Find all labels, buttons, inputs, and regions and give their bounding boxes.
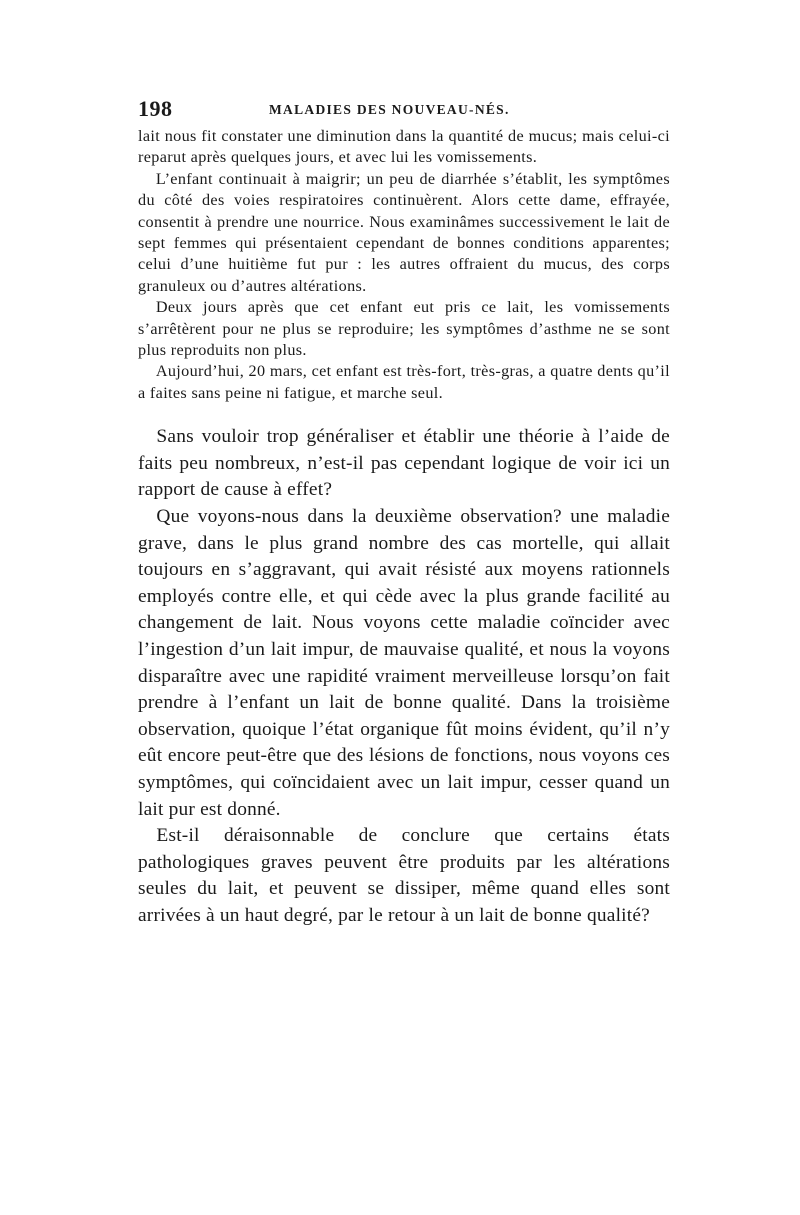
book-page (138, 96, 670, 930)
body-paragraph: Que voyons-nous dans la deuxième observation? une maladie grave, dans le plus grand nombre des cas mortelle, qui allait toujours en s’aggravant, qui avait résisté aux moyens rationnels employés contre elle, et qui cède avec la plus grande facilité au changement de lait. Nous voyons cette maladie coïncider avec l’ingestion d’un lait impur, de mauvaise qualité, et nous la voyons disparaître avec une rapidité vraiment merveilleuse lorsqu’on fait prendre à l’enfant un lait de bonne qualité. Dans la troisième observation, quoique l’état organique fût moins évident, qu’il n’y eût encore peut-être que des lésions de fonctions, nous voyons ces symptômes, qui coïncidaient avec un lait impur, cesser quand un lait pur est donné. (138, 506, 670, 820)
observation-paragraph: L’enfant continuait à maigrir; un peu de diarrhée s’établit, les symptômes du côté des voies respiratoires continuèrent. Alors cette dame, effrayée, consentit à prendre une nourrice. Nous examinâmes successivement le lait de sept femmes qui présentaient cependant de bonnes conditions apparentes; celui d’une huitième fut pur : les autres offraient du mucus, des corps granuleux ou d’autres altérations. (138, 169, 670, 295)
commentary-section (138, 424, 670, 929)
observation-paragraph: Aujourd’hui, 20 mars, cet enfant est très-fort, très-gras, a quatre dents qu’il a faites sans peine ni fatigue, et marche seul. (138, 362, 670, 402)
page-number: 198 (138, 96, 173, 121)
observation-paragraph: lait nous fit constater une diminution dans la quantité de mucus; mais celui-ci reparut après quelques jours, et avec lui les vomissements. (138, 127, 670, 167)
page-header (138, 96, 670, 126)
body-paragraph: Sans vouloir trop généraliser et établir une théorie à l’aide de faits peu nombreux, n’est-il pas cependant logique de voir ici un rapport de cause à effet? (138, 426, 670, 501)
body-paragraph: Est-il déraisonnable de conclure que certains états pathologiques graves peuvent être produits par les altérations seules du lait, et peuvent se dissiper, même quand elles sont arrivées à un haut degré, par le retour à un lait de bonne qualité? (138, 825, 670, 926)
running-title: MALADIES DES NOUVEAU-NÉS. (269, 102, 510, 117)
observation-section (138, 126, 670, 404)
observation-paragraph: Deux jours après que cet enfant eut pris ce lait, les vomissements s’arrêtèrent pour ne plus se reproduire; les symptômes d’asthme ne se sont plus reproduits non plus. (138, 298, 670, 360)
